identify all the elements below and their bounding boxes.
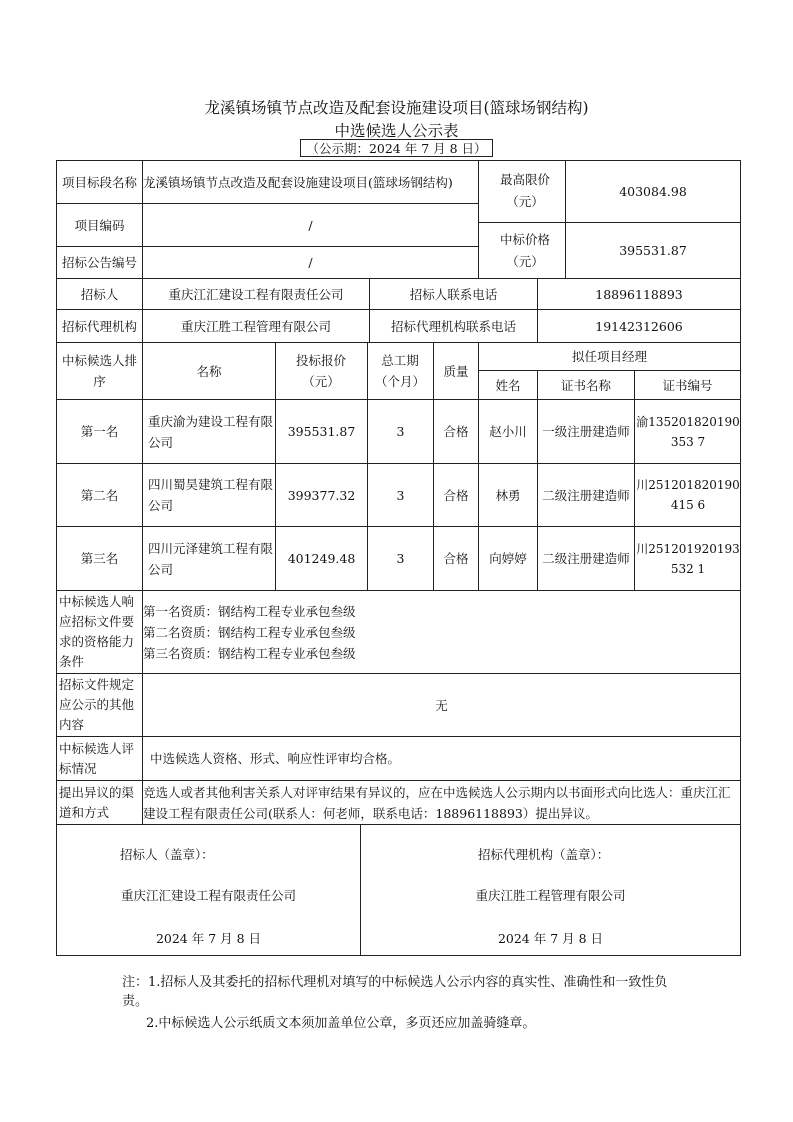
max-price-label: 最高限价（元）	[499, 172, 550, 209]
bid-price-value: 395531.87	[619, 243, 687, 258]
header-quality: 质量	[443, 363, 469, 379]
project-code-value: /	[308, 217, 313, 233]
header-name: 名称	[196, 363, 222, 379]
agency-label: 招标代理机构	[61, 318, 137, 334]
tenderer-seal-date: 2024 年 7 月 8 日	[155, 931, 262, 946]
candidate-quality: 合格	[443, 487, 469, 503]
footnote-2: 2.中标候选人公示纸质文本须加盖单位公章，多页还应加盖骑缝章。	[146, 1016, 536, 1031]
candidate-rank: 第二名	[80, 487, 119, 503]
max-price-value: 403084.98	[619, 184, 687, 199]
header-pm-group: 拟任项目经理	[571, 349, 647, 364]
candidate-cert-no: 川251201920193532 1	[636, 541, 740, 576]
tenderer-phone-value: 18896118893	[595, 286, 683, 302]
candidate-price: 399377.32	[287, 487, 356, 503]
candidate-pm-name: 林勇	[495, 487, 521, 503]
tenderer-seal-org: 重庆江汇建设工程有限责任公司	[120, 888, 296, 903]
candidate-quality: 合格	[443, 551, 469, 566]
footnotes	[122, 973, 682, 1033]
header-period: 总工期（个月）	[374, 353, 425, 389]
header-cert-name: 证书名称	[560, 377, 611, 393]
candidate-pm-name: 向婷婷	[489, 551, 527, 566]
candidate-rank: 第三名	[80, 551, 119, 566]
candidate-period: 3	[396, 487, 405, 503]
tenderer-label: 招标人	[80, 286, 119, 302]
header-price: 投标报价（元）	[295, 353, 346, 389]
agency-phone-value: 19142312606	[595, 318, 683, 334]
qualification-label: 中标候选人响应招标文件要求的资格能力条件	[59, 594, 135, 669]
candidate-price: 401249.48	[287, 551, 356, 566]
header-rank: 中标候选人排序	[62, 353, 137, 389]
qualification-line: 第一名资质：钢结构工程专业承包叁级	[143, 604, 356, 619]
other-content-label: 招标文件规定应公示的其他内容	[59, 677, 135, 732]
objection-value: 竞选人或者其他利害关系人对评审结果有异议的，应在中选候选人公示期内以书面形式向比选人：重庆江汇建设工程有限责任公司(联系人：何老师，联系电话：18896118893）提出异议。	[143, 784, 731, 821]
tenderer-seal-label: 招标人（盖章）：	[120, 847, 214, 862]
tenderer-phone-label: 招标人联系电话	[409, 286, 498, 302]
evaluation-value: 中选候选人资格、形式、响应性评审均合格。	[150, 751, 401, 766]
candidate-name: 重庆渝为建设工程有限公司	[148, 413, 274, 450]
bid-price-label: 中标价格（元）	[499, 232, 550, 269]
candidate-quality: 合格	[443, 424, 469, 439]
notice-number-value: /	[308, 255, 313, 270]
qualification-list	[143, 601, 733, 664]
tenderer-value: 重庆江汇建设工程有限责任公司	[168, 286, 344, 302]
header-pm-name: 姓名	[495, 377, 521, 393]
publish-date: （公示期：2024 年 7 月 8 日）	[300, 139, 493, 157]
header-cert-no: 证书编号	[662, 377, 713, 393]
agency-seal-label: 招标代理机构（盖章）：	[478, 847, 610, 862]
agency-phone-label: 招标代理机构联系电话	[390, 318, 516, 334]
agency-seal-date: 2024 年 7 月 8 日	[497, 931, 604, 946]
candidate-pm-name: 赵小川	[489, 424, 527, 439]
candidate-price: 395531.87	[287, 424, 356, 439]
other-content-value: 无	[435, 697, 448, 713]
candidate-cert-name: 二级注册建造师	[542, 551, 630, 566]
objection-label: 提出异议的渠道和方式	[59, 784, 135, 820]
candidate-cert-no: 渝135201820190353 7	[636, 414, 740, 449]
document-subtitle: 中选候选人公示表	[334, 122, 459, 140]
candidate-period: 3	[396, 424, 405, 439]
footnote-1: 注：1.招标人及其委托的招标代理机对填写的中标候选人公示内容的真实性、准确性和一致性负责。	[122, 975, 668, 1009]
candidate-period: 3	[396, 551, 405, 566]
evaluation-label: 中标候选人评标情况	[59, 740, 135, 776]
qualification-line: 第三名资质：钢结构工程专业承包叁级	[143, 646, 356, 661]
candidate-cert-name: 二级注册建造师	[542, 487, 630, 503]
notice-number-label: 招标公告编号	[61, 255, 137, 270]
project-name-value: 龙溪镇场镇节点改造及配套设施建设项目(篮球场钢结构)	[143, 174, 453, 190]
agency-value: 重庆江胜工程管理有限公司	[180, 318, 331, 334]
document-title: 龙溪镇场镇节点改造及配套设施建设项目(篮球场钢结构)	[204, 99, 589, 117]
project-code-label: 项目编码	[74, 217, 125, 233]
candidate-name: 四川元泽建筑工程有限公司	[148, 540, 274, 577]
candidate-cert-name: 一级注册建造师	[542, 424, 630, 439]
candidate-name: 四川蜀昊建筑工程有限公司	[148, 477, 274, 513]
candidate-rank: 第一名	[80, 424, 119, 439]
qualification-line: 第二名资质：钢结构工程专业承包叁级	[143, 625, 356, 640]
agency-seal-org: 重庆江胜工程管理有限公司	[475, 888, 626, 903]
project-name-label: 项目标段名称	[61, 174, 137, 190]
candidate-cert-no: 川251201820190415 6	[636, 478, 740, 512]
